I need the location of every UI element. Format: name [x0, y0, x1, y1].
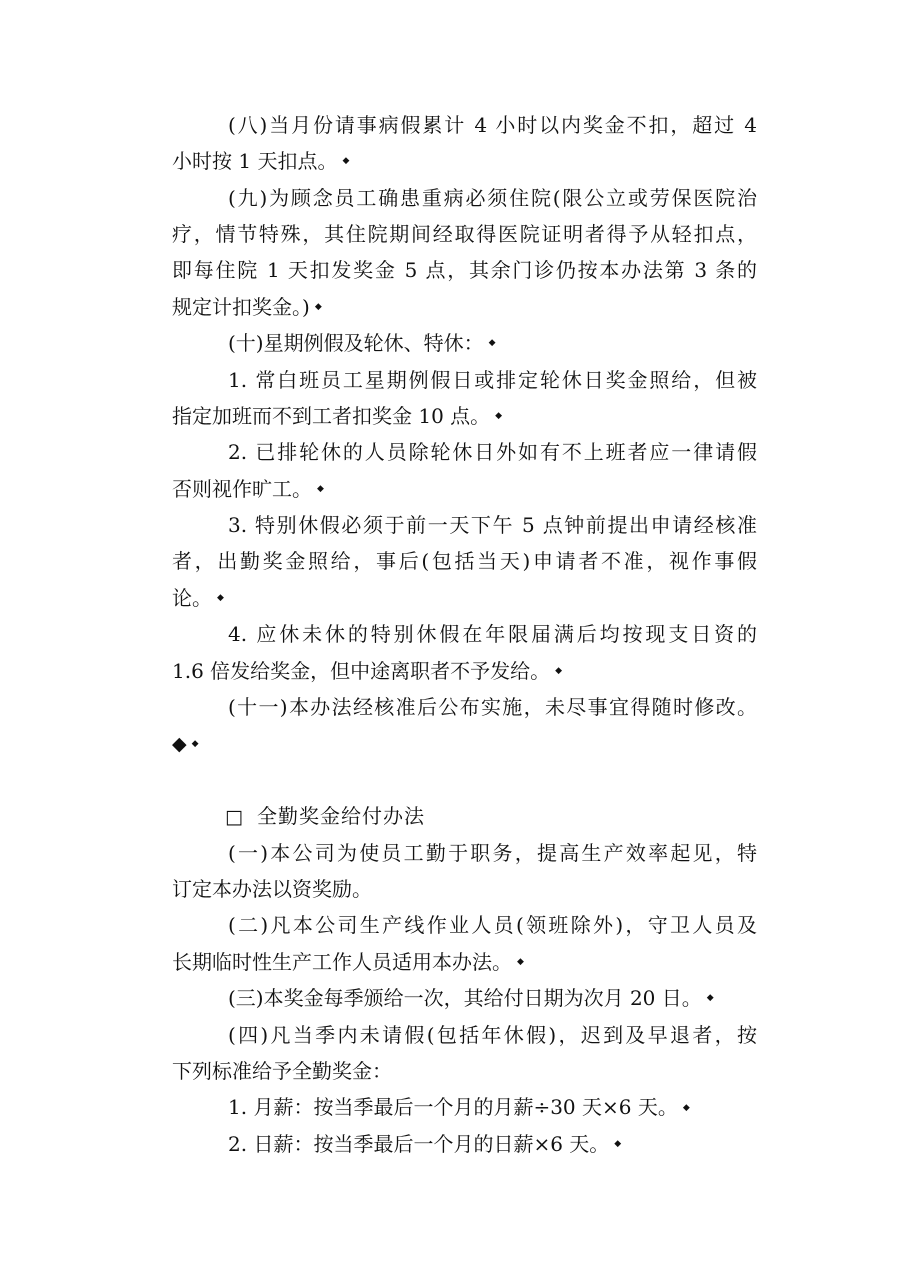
paragraph-mark: ◆	[614, 1139, 622, 1150]
text-line	[172, 107, 757, 143]
clause-4-item-2	[172, 1126, 757, 1162]
text-line	[172, 871, 757, 907]
line-text: 1.6 倍发给奖金，但中途离职者不予发给。	[172, 658, 551, 683]
line-text: 2. 已排轮休的人员除轮休日外如有不上班者应一律请假	[228, 440, 757, 465]
clause-3	[172, 980, 757, 1016]
text-line	[172, 398, 757, 434]
text-line	[172, 143, 757, 179]
text-line	[172, 216, 757, 252]
line-text: 规定计扣奖金。)	[172, 294, 310, 319]
text-line	[172, 907, 757, 943]
line-text: 4. 应休未休的特别休假在年限届满后均按现支日资的	[228, 622, 757, 647]
text-line	[172, 1053, 757, 1089]
line-text: 论。	[172, 585, 212, 610]
clause-8	[172, 107, 757, 180]
line-text: (十一)本办法经核准后公布实施，未尽事宜得随时修改。	[228, 695, 757, 720]
text-line	[172, 689, 757, 725]
line-text: 3. 特别休假必须于前一天下午 5 点钟前提出申请经核准	[228, 513, 757, 538]
clause-10	[172, 325, 757, 361]
text-line	[172, 980, 757, 1016]
paragraph-mark: ◆	[317, 484, 324, 494]
line-text: 即每住院 1 天扣发奖金 5 点，其余门诊仍按本办法第 3 条的	[172, 258, 757, 283]
line-text: (四)凡当季内未请假(包括年休假)，迟到及早退者，按	[228, 1022, 757, 1047]
clause-11	[172, 689, 757, 762]
clause-10-item-3	[172, 507, 757, 616]
paragraph-mark: ◆	[517, 957, 524, 968]
clause-10-item-2	[172, 434, 757, 507]
line-text: 者，出勤奖金照给，事后(包括当天)申请者不准，视作事假	[172, 549, 757, 574]
text-line	[172, 289, 757, 325]
paragraph-mark: ◆	[314, 302, 322, 313]
line-text: 1. 月薪：按当季最后一个月的月薪÷30 天×6 天。	[228, 1095, 678, 1120]
checkbox-glyph: □	[225, 806, 243, 829]
section-title: 全勤奖金给付办法	[256, 804, 425, 829]
text-line	[172, 944, 757, 980]
line-text: (十)星期例假及轮休、特休：	[228, 331, 484, 356]
text-line	[172, 653, 757, 689]
line-text: (一)本公司为使员工勤于职务，提高生产效率起见，特	[228, 840, 757, 865]
paragraph-mark: ◆	[342, 156, 350, 167]
line-text: 指定加班而不到工者扣奖金 10 点。	[172, 403, 491, 428]
paragraph-mark: ◆	[495, 411, 503, 422]
clause-1	[172, 835, 757, 908]
section-heading	[172, 798, 757, 834]
line-text: (八)当月份请事病假累计 4 小时以内奖金不扣，超过 4	[228, 112, 757, 137]
text-line	[172, 616, 757, 652]
paragraph-mark: ◆	[488, 338, 496, 349]
line-text: 疗，情节特殊，其住院期间经取得医院证明者得予从轻扣点，	[172, 221, 757, 246]
paragraph-mark: ◆	[706, 993, 714, 1004]
paragraph-mark: ◆	[191, 738, 199, 749]
text-line	[172, 362, 757, 398]
blank-line	[172, 762, 757, 798]
clause-9	[172, 180, 757, 326]
text-line	[172, 1089, 757, 1125]
text-line	[172, 434, 757, 470]
text-line	[172, 835, 757, 871]
line-text: 小时按 1 天扣点。	[172, 149, 338, 174]
text-line	[172, 1017, 757, 1053]
text-line	[172, 252, 757, 288]
text-line	[172, 471, 757, 507]
text-line	[172, 1126, 757, 1162]
text-line	[172, 725, 757, 761]
line-text: (三)本奖金每季颁给一次，其给付日期为次月 20 日。	[228, 986, 702, 1011]
line-text: (二)凡本公司生产线作业人员(领班除外)，守卫人员及	[228, 913, 757, 938]
clause-2	[172, 907, 757, 980]
line-text: (九)为顾念员工确患重病必须住院(限公立或劳保医院治	[228, 185, 757, 210]
text-line	[172, 180, 757, 216]
text-line	[172, 325, 757, 361]
text-line	[172, 543, 757, 579]
text-line	[172, 580, 757, 616]
paragraph-mark: ◆	[217, 593, 224, 604]
bullet-diamond: ◆	[172, 733, 187, 756]
line-text: 否则视作旷工。	[172, 476, 312, 501]
text-line	[172, 507, 757, 543]
line-text: 长期临时性生产工作人员适用本办法。	[172, 949, 512, 974]
document-body	[172, 107, 757, 1162]
line-text: 2. 日薪：按当季最后一个月的日薪×6 天。	[228, 1131, 610, 1156]
line-text: 1. 常白班员工星期例假日或排定轮休日奖金照给，但被	[228, 367, 757, 392]
clause-10-item-1	[172, 362, 757, 435]
clause-10-item-4	[172, 616, 757, 689]
paragraph-mark: ◆	[555, 665, 563, 676]
line-text: 下列标准给予全勤奖金：	[172, 1058, 392, 1083]
clause-4-item-1	[172, 1089, 757, 1125]
paragraph-mark: ◆	[682, 1102, 690, 1113]
clause-4	[172, 1017, 757, 1090]
line-text: 订定本办法以资奖励。	[172, 877, 372, 901]
